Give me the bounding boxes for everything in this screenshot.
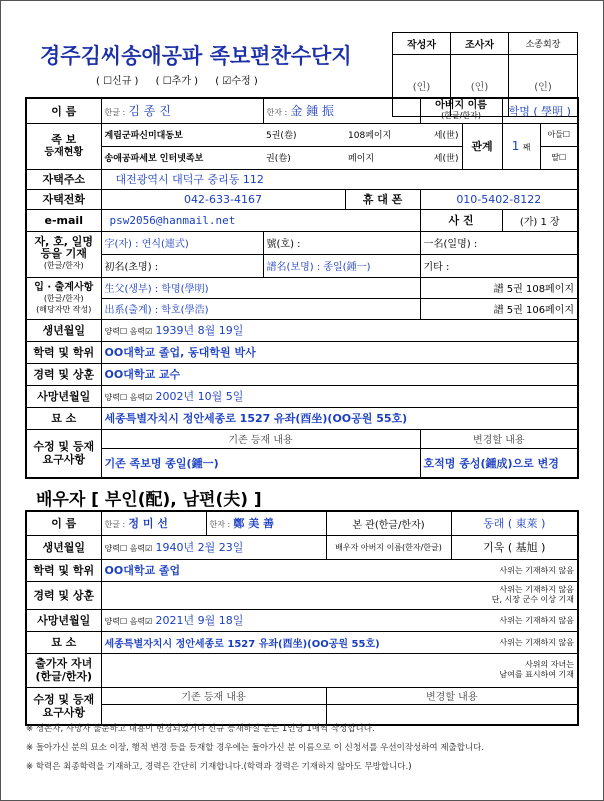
spouse-death-label: 사망년월일 — [26, 609, 101, 631]
spouse-name-label: 이 름 — [26, 511, 101, 535]
spouse-career-label: 경력 및 상훈 — [26, 581, 101, 609]
spouse-revise-new-header: 변경할 내용 — [326, 687, 578, 704]
spouse-edu-note: 사위는 기재하지 않음 — [451, 559, 578, 581]
alias-choseong[interactable]: 初名(초명) : — [101, 254, 263, 277]
option-add[interactable]: ( ☐추가 ) — [155, 76, 199, 87]
name-hanja: 金 鍾 振 — [290, 104, 335, 119]
genealogy-row1-gen[interactable]: 세(世) — [420, 123, 462, 146]
career-label: 경력 및 상훈 — [26, 363, 101, 385]
spouse-birth-label: 생년월일 — [26, 535, 101, 559]
spouse-bon[interactable]: 동래 ( 東萊 ) — [451, 511, 578, 535]
address-value[interactable]: 대전광역시 대덕구 중리동 112 — [101, 169, 578, 189]
spouse-career[interactable] — [101, 581, 451, 609]
genealogy-row1-vol[interactable]: 5권(卷) — [263, 123, 345, 146]
chairman-header: 소종회장 — [509, 33, 578, 55]
spouse-birth-value: 1940년 2월 23일 — [155, 541, 244, 554]
alias-ja[interactable]: 字(자) : 연식(連式) — [101, 231, 263, 254]
biological-father[interactable]: 生父(생부) : 학명(學明) — [101, 277, 420, 298]
spouse-grave[interactable]: 세종특별자치시 정안세종로 1527 유좌(酉坐)(OO공원 55호) — [101, 631, 451, 653]
spouse-father-label: 배우자 아버지 이름(한자/한글) — [326, 535, 451, 559]
alias-etc[interactable]: 기타 : — [420, 254, 578, 277]
option-edit[interactable]: ( ☑수정 ) — [215, 76, 258, 87]
spouse-revise-old-header: 기존 등재 내용 — [101, 687, 326, 704]
biological-father-page[interactable]: 譜 5권 108페이지 — [420, 277, 578, 298]
grave-value[interactable]: 세종특별자치시 정안세종로 1527 유좌(酉坐)(OO공원 55호) — [101, 407, 578, 429]
grave-label: 묘 소 — [26, 407, 101, 429]
relation-label: 관계 — [462, 123, 502, 169]
spouse-revise-label: 수정 및 등재 요구사항 — [26, 687, 101, 725]
writer-header: 작성자 — [393, 33, 451, 55]
spouse-child-note: 사위의 자녀는 남여를 표시하여 기재 — [451, 653, 578, 687]
genealogy-row2-page[interactable]: 페이지 — [345, 146, 420, 169]
alias-ilmyeong[interactable]: 一名(일명) : — [420, 231, 578, 254]
revise-old-value[interactable]: 기존 족보명 종일(鍾一) — [101, 448, 420, 478]
education-value[interactable]: OO대학교 졸업, 동대학원 박사 — [101, 341, 578, 363]
adoptive-father[interactable]: 出系(출계) : 학호(學浩) — [101, 298, 420, 319]
revise-new-header: 변경할 내용 — [420, 429, 578, 448]
relation-value[interactable]: 1 째 — [502, 123, 540, 169]
mobile-label: 휴 대 폰 — [345, 189, 420, 209]
career-value[interactable]: OO대학교 교수 — [101, 363, 578, 385]
father-name[interactable]: 학명 ( 學明 ) — [502, 98, 578, 123]
name-hangul-cell[interactable]: 한글 : 김 종 진 — [101, 98, 263, 123]
note-1: ※ 생존자, 사망자 불문하고 내용이 변경되었거나 신규 등재하실 분은 1인당 1매씩 작성합니다. — [26, 724, 375, 734]
spouse-hangul: 정 미 선 — [128, 517, 168, 531]
researcher-header: 조사자 — [451, 33, 509, 55]
death-label: 사망년월일 — [26, 385, 101, 407]
email-label: e-mail — [26, 209, 101, 231]
spouse-death-value: 2021년 9월 18일 — [155, 614, 244, 627]
spouse-hanja-cell[interactable]: 한자 : 鄭 美 善 — [206, 511, 326, 535]
mobile-value[interactable]: 010-5402-8122 — [420, 189, 578, 209]
chairman-seal[interactable]: (인) — [509, 55, 578, 117]
form-title: 경주김씨송애공파 족보편찬수단지 — [40, 43, 352, 68]
spouse-death-note: 사위는 기재하지 않음 — [451, 609, 578, 631]
spouse-career-note: 사위는 기재하지 않음 단, 시장 군수 이상 기재 — [451, 581, 578, 609]
spouse-death-cell[interactable]: 양력☐ 음력☑ 2021년 9월 18일 — [101, 609, 451, 631]
researcher-seal[interactable]: (인) — [451, 55, 509, 117]
death-cell[interactable]: 양력☐ 음력☑ 2002년 10월 5일 — [101, 385, 578, 407]
name-label: 이 름 — [26, 98, 101, 123]
name-hangul: 김 종 진 — [128, 104, 171, 119]
father-label: 아버지 이름 (한글/한자) — [420, 98, 502, 123]
spouse-child[interactable] — [101, 653, 451, 687]
revise-label: 수정 및 등재 요구사항 — [26, 429, 101, 478]
spouse-child-label: 출가자 자녀 (한글/한자) — [26, 653, 101, 687]
genealogy-label: 족 보 등재현황 — [26, 123, 101, 169]
phone-label: 자택전화 — [26, 189, 101, 209]
note-2: ※ 돌아가신 분의 묘소 이장, 행적 변경 등을 등재할 경우에는 돌아가신 분 이름으로 이 신청서를 우선이작성하여 제출합니다. — [26, 743, 485, 753]
spouse-birth-cell[interactable]: 양력☐ 음력☑ 1940년 2월 23일 — [101, 535, 326, 559]
alias-ho[interactable]: 號(호) : — [263, 231, 420, 254]
spouse-hanja: 鄭 美 善 — [233, 517, 275, 531]
photo-label: 사 진 — [420, 209, 502, 231]
form-options — [96, 72, 272, 87]
spouse-father[interactable]: 기욱 ( 基旭 ) — [451, 535, 578, 559]
son-checkbox[interactable]: 아들☐ — [540, 123, 578, 146]
daughter-checkbox[interactable]: 딸☐ — [540, 146, 578, 169]
spouse-hangul-cell[interactable]: 한글 : 정 미 선 — [101, 511, 206, 535]
spouse-grave-note: 사위는 기재하지 않음 — [451, 631, 578, 653]
adoptive-father-page[interactable]: 譜 5권 106페이지 — [420, 298, 578, 319]
spouse-edu-label: 학력 및 학위 — [26, 559, 101, 581]
name-hanja-cell[interactable]: 한자 : 金 鍾 振 — [263, 98, 420, 123]
alias-label: 자, 호, 일명 등을 기재 (한글/한자) — [26, 231, 101, 277]
spouse-bon-label: 본 관(한글/한자) — [326, 511, 451, 535]
spouse-form-table — [25, 510, 579, 726]
spouse-edu[interactable]: OO대학교 졸업 — [101, 559, 451, 581]
main-form-table — [25, 97, 579, 479]
option-new[interactable]: ( ☐신규 ) — [96, 76, 139, 87]
revise-new-value[interactable]: 호적명 종성(鍾成)으로 변경 — [420, 448, 578, 478]
note-3: ※ 학력은 최종학력을 기재하고, 경력은 간단히 기재합니다.(학력과 경력은 기재하지 않아도 무방합니다.) — [26, 762, 412, 772]
death-value: 2002년 10월 5일 — [155, 390, 244, 403]
birthdate-value: 1939년 8월 19일 — [155, 324, 244, 337]
birthdate-cell[interactable]: 양력☐ 음력☑ 1939년 8월 19일 — [101, 319, 578, 341]
spouse-section-title: 배우자 [ 부인(配), 남편(夫) ] — [36, 490, 262, 510]
phone-value[interactable]: 042-633-4167 — [101, 189, 345, 209]
address-label: 자택주소 — [26, 169, 101, 189]
adoption-label: 입 · 출계사항 (한글/한자) (해당자만 작성) — [26, 277, 101, 319]
alias-bomyeong[interactable]: 譜名(보명) : 종일(鍾一) — [263, 254, 420, 277]
genealogy-row2-name: 송애공파세보 인터넷족보 — [101, 146, 263, 169]
photo-value[interactable]: (가) 1 장 — [502, 209, 578, 231]
spouse-grave-label: 묘 소 — [26, 631, 101, 653]
genealogy-row2-gen[interactable]: 세(世) — [420, 146, 462, 169]
genealogy-row2-vol[interactable]: 권(卷) — [263, 146, 345, 169]
revise-old-header: 기존 등재 내용 — [101, 429, 420, 448]
birthdate-label: 생년월일 — [26, 319, 101, 341]
education-label: 학력 및 학위 — [26, 341, 101, 363]
genealogy-row1-name: 계림군파신미대동보 — [101, 123, 263, 146]
email-value[interactable]: psw2056@hanmail.net — [101, 209, 420, 231]
writer-seal[interactable]: (인) — [393, 55, 451, 117]
genealogy-row1-page[interactable]: 108페이지 — [345, 123, 420, 146]
